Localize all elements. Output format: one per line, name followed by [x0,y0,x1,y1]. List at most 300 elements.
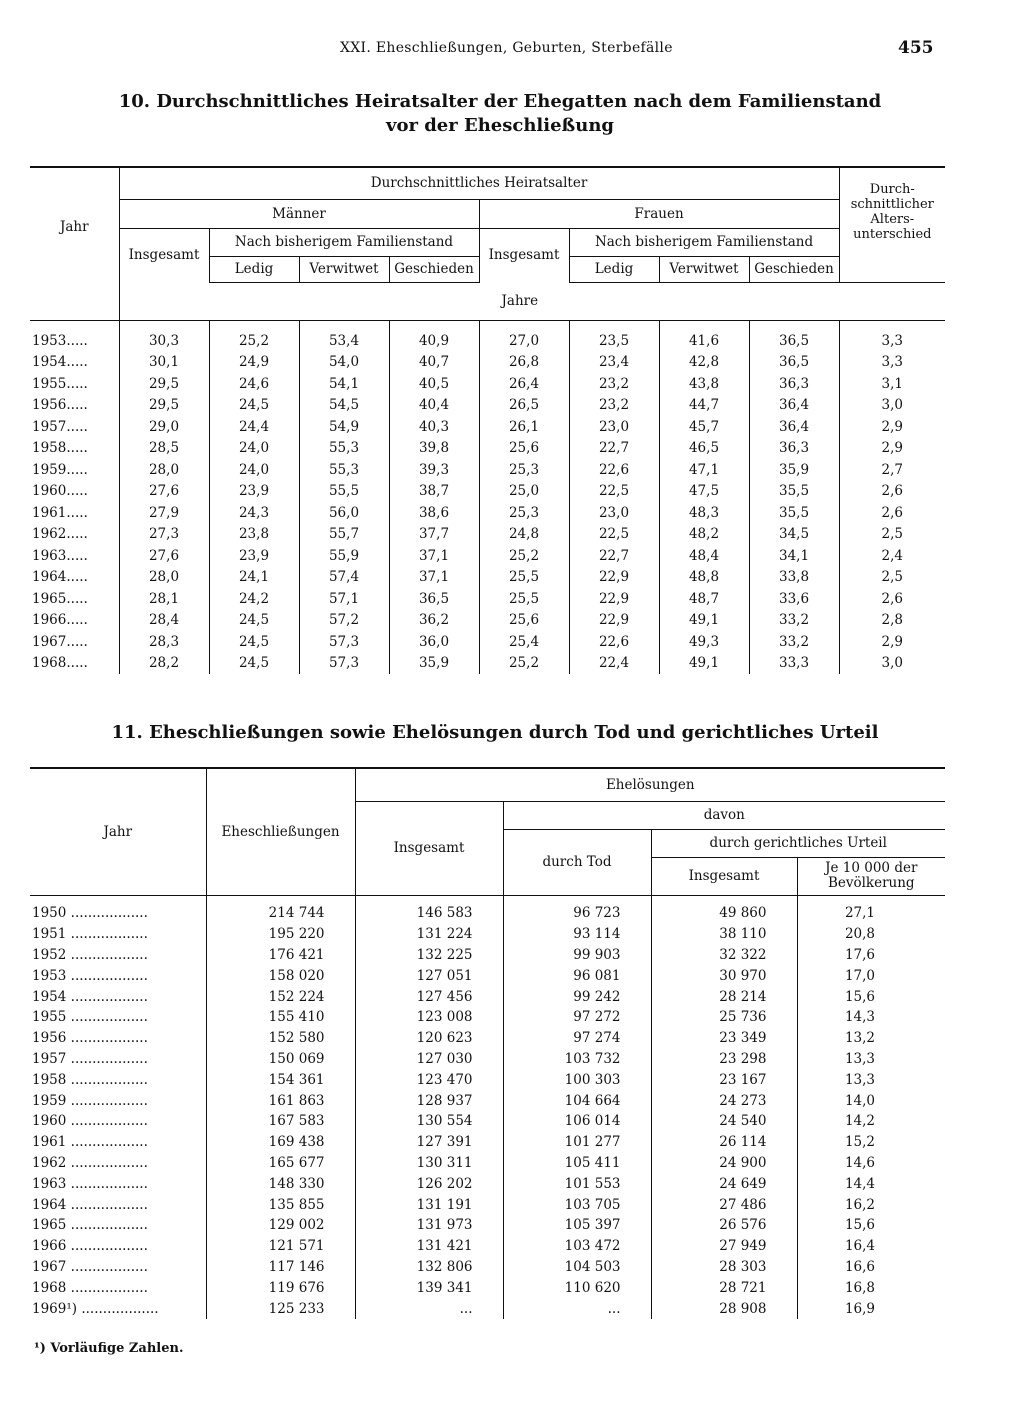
row-value: 39,8 [389,438,479,460]
row-year: 1969¹) .................. [32,1300,159,1317]
row-value: 14,4 [797,1173,945,1194]
t10-head-women-by-status: Nach bisherigem Familienstand [569,228,839,256]
t10-head-women-divorced: Geschieden [749,256,839,282]
t10-head-women-widowed: Verwitwet [659,256,749,282]
table11-row [30,1277,945,1298]
row-year: 1952 .................. [32,946,148,963]
row-year: 1965 .................. [32,1217,148,1234]
row-value: 130 311 [355,1153,503,1174]
row-value: 45,7 [659,416,749,438]
t10-head-avg-age: Durchschnittliches Heiratsalter [119,167,839,199]
row-value: 2,8 [839,610,945,632]
row-value: 2,6 [839,588,945,610]
row-value: 53,4 [299,330,389,352]
t11-head-court-total: Insgesamt [651,857,797,895]
table11-row [30,903,945,924]
row-year: 1966 .................. [32,1238,148,1255]
table10-row [30,610,945,632]
row-value: 110 620 [503,1277,651,1298]
row-year: 1954..... [32,354,88,371]
row-value: 17,0 [797,965,945,986]
row-value: 24,1 [209,567,299,589]
footnote: ¹) Vorläufige Zahlen. [34,1341,184,1356]
row-value: 104 503 [503,1257,651,1278]
row-value: 16,4 [797,1236,945,1257]
row-value: 36,2 [389,610,479,632]
row-value: 56,0 [299,502,389,524]
row-value: 161 863 [206,1090,355,1111]
row-year: 1963..... [32,547,88,564]
row-value: 101 277 [503,1132,651,1153]
row-value: 16,9 [797,1298,945,1319]
row-value: 36,5 [389,588,479,610]
row-value: 48,8 [659,567,749,589]
row-year: 1957..... [32,418,88,435]
row-value: 57,3 [299,631,389,653]
t10-head-unit: Jahre [119,282,945,320]
row-value: 127 051 [355,965,503,986]
row-value: 30,1 [119,352,209,374]
row-value: 130 554 [355,1111,503,1132]
row-value: 103 472 [503,1236,651,1257]
row-value: 26 114 [651,1132,797,1153]
row-value: 57,1 [299,588,389,610]
row-value: 27,6 [119,545,209,567]
row-value: 103 732 [503,1049,651,1070]
row-year: 1955 .................. [32,1009,148,1026]
table11-row [30,1215,945,1236]
row-value: 23,2 [569,395,659,417]
row-value: 24,0 [209,459,299,481]
table10-row [30,395,945,417]
row-value: 37,7 [389,524,479,546]
row-year: 1967 .................. [32,1258,148,1275]
row-value: 2,5 [839,524,945,546]
row-value: 131 421 [355,1236,503,1257]
row-year: 1961..... [32,504,88,521]
row-value: 24,8 [479,524,569,546]
row-value: 2,9 [839,438,945,460]
row-value: 38,6 [389,502,479,524]
row-value: 13,2 [797,1028,945,1049]
running-head: XXI. Eheschließungen, Geburten, Sterbefälle [340,40,673,56]
table10 [30,166,945,674]
table11-row [30,1298,945,1319]
row-year: 1968..... [32,655,88,672]
row-value: 29,5 [119,373,209,395]
row-value: 2,6 [839,481,945,503]
t11-head-jahr: Jahr [30,768,206,895]
row-year: 1958 .................. [32,1071,148,1088]
row-value: 43,8 [659,373,749,395]
row-value: 55,9 [299,545,389,567]
row-value: 25 736 [651,1007,797,1028]
table10-row [30,438,945,460]
row-year: 1957 .................. [32,1050,148,1067]
row-value: 23,0 [569,502,659,524]
row-value: 23,8 [209,524,299,546]
row-value: 39,3 [389,459,479,481]
row-value: 28,4 [119,610,209,632]
row-value: 125 233 [206,1298,355,1319]
row-value: 36,3 [749,373,839,395]
row-value: 30 970 [651,965,797,986]
row-value: 36,0 [389,631,479,653]
row-value: 2,6 [839,502,945,524]
t11-head-death: durch Tod [503,829,651,895]
table10-row [30,481,945,503]
row-value: 28 721 [651,1277,797,1298]
row-value: 131 224 [355,924,503,945]
row-value: 30,3 [119,330,209,352]
t11-head-marriages: Eheschließungen [206,768,355,895]
row-value: 28,0 [119,459,209,481]
row-value: 24,0 [209,438,299,460]
row-value: 49 860 [651,903,797,924]
row-value: 148 330 [206,1173,355,1194]
table11-title: 11. Eheschließungen sowie Ehelösungen durch Tod und gerichtliches Urteil [111,722,879,743]
row-value: 23 349 [651,1028,797,1049]
row-value: 121 571 [206,1236,355,1257]
row-value: 24,4 [209,416,299,438]
row-year: 1960 .................. [32,1113,148,1130]
t10-head-men: Männer [119,199,479,228]
row-value: 28,5 [119,438,209,460]
row-year: 1962 .................. [32,1154,148,1171]
row-value: 23,5 [569,330,659,352]
row-value: 24 900 [651,1153,797,1174]
row-value: 42,8 [659,352,749,374]
row-value: 152 224 [206,986,355,1007]
row-value: 99 242 [503,986,651,1007]
table11-row [30,1090,945,1111]
row-value: 97 272 [503,1007,651,1028]
row-value: 14,0 [797,1090,945,1111]
row-value: 40,9 [389,330,479,352]
row-value: 36,3 [749,438,839,460]
table10-row [30,352,945,374]
row-value: 17,6 [797,945,945,966]
row-value: 24,2 [209,588,299,610]
row-year: 1960..... [32,483,88,500]
row-value: 22,5 [569,481,659,503]
row-value: 25,2 [209,330,299,352]
row-value: 158 020 [206,965,355,986]
table10-title [100,90,900,138]
row-value: 2,5 [839,567,945,589]
row-value: 34,1 [749,545,839,567]
table10-row [30,588,945,610]
row-value: 123 008 [355,1007,503,1028]
row-value: 3,0 [839,653,945,675]
table11-row [30,1173,945,1194]
row-value: 106 014 [503,1111,651,1132]
row-value: 14,6 [797,1153,945,1174]
table11-body [30,903,945,1319]
row-value: 36,4 [749,395,839,417]
table10-row [30,653,945,675]
row-value: 28,0 [119,567,209,589]
row-value: 15,6 [797,1215,945,1236]
row-value: 36,5 [749,330,839,352]
row-value: 119 676 [206,1277,355,1298]
table11-row [30,986,945,1007]
row-value: 25,0 [479,481,569,503]
t10-head-age-diff: Durch- schnittlicher Alters- unterschied [839,167,945,256]
row-value: 32 322 [651,945,797,966]
row-value: 93 114 [503,924,651,945]
row-value: 55,5 [299,481,389,503]
row-value: 27,9 [119,502,209,524]
row-value: 22,9 [569,588,659,610]
row-value: 38,7 [389,481,479,503]
row-value: 13,3 [797,1049,945,1070]
t10-head-diff-blank [839,256,945,282]
row-value: 131 973 [355,1215,503,1236]
table10-row [30,502,945,524]
row-value: 2,9 [839,631,945,653]
row-value: 49,3 [659,631,749,653]
row-value: 35,9 [749,459,839,481]
row-value: 47,1 [659,459,749,481]
row-value: 54,5 [299,395,389,417]
row-value: 55,3 [299,438,389,460]
row-value: 15,2 [797,1132,945,1153]
row-value: 27,0 [479,330,569,352]
row-value: 23,4 [569,352,659,374]
row-value: 154 361 [206,1069,355,1090]
row-value: 55,7 [299,524,389,546]
row-value: 24,5 [209,610,299,632]
row-year: 1951 .................. [32,926,148,943]
row-value: 40,7 [389,352,479,374]
table11-row [30,1194,945,1215]
row-value: 46,5 [659,438,749,460]
row-value: 33,6 [749,588,839,610]
t10-head-men-widowed: Verwitwet [299,256,389,282]
row-value: 2,7 [839,459,945,481]
row-value: 139 341 [355,1277,503,1298]
row-year: 1955..... [32,375,88,392]
table10-row [30,631,945,653]
table11-row [30,1007,945,1028]
t11-head-davon: davon [503,801,945,829]
row-value: 44,7 [659,395,749,417]
row-value: 33,2 [749,610,839,632]
row-value: 127 391 [355,1132,503,1153]
row-value: 35,5 [749,502,839,524]
row-value: 23,9 [209,545,299,567]
row-year: 1962..... [32,526,88,543]
t10-head-jahr: Jahr [30,167,119,282]
row-value: 146 583 [355,903,503,924]
row-year: 1953 .................. [32,967,148,984]
row-value: 2,4 [839,545,945,567]
row-year: 1967..... [32,633,88,650]
row-value: 49,1 [659,653,749,675]
row-value: 20,8 [797,924,945,945]
row-value: 28 214 [651,986,797,1007]
table11-row [30,1257,945,1278]
row-value: 33,2 [749,631,839,653]
row-value: 25,5 [479,567,569,589]
row-value: 101 553 [503,1173,651,1194]
t10-head-women-total: Insgesamt [479,228,569,282]
table10-row [30,330,945,352]
row-value: 37,1 [389,545,479,567]
row-value: 57,4 [299,567,389,589]
table11-header [30,768,945,903]
row-value: 26,8 [479,352,569,374]
row-value: 2,9 [839,416,945,438]
row-value: 33,3 [749,653,839,675]
row-value: 37,1 [389,567,479,589]
row-value: 195 220 [206,924,355,945]
row-value: 127 030 [355,1049,503,1070]
row-year: 1964 .................. [32,1196,148,1213]
row-value: 24 273 [651,1090,797,1111]
row-value: 26 576 [651,1215,797,1236]
row-value: 27,6 [119,481,209,503]
row-value: 100 303 [503,1069,651,1090]
row-value: 131 191 [355,1194,503,1215]
t11-head-per-10000: Je 10 000 der Bevölkerung [797,857,945,895]
row-value: 28 908 [651,1298,797,1319]
row-value: 117 146 [206,1257,355,1278]
row-value: 24,9 [209,352,299,374]
row-value: 22,4 [569,653,659,675]
table11-row [30,1049,945,1070]
row-value: 123 470 [355,1069,503,1090]
row-value: 128 937 [355,1090,503,1111]
row-value: 129 002 [206,1215,355,1236]
row-year: 1961 .................. [32,1134,148,1151]
row-value: 22,6 [569,459,659,481]
row-value: 38 110 [651,924,797,945]
row-year: 1954 .................. [32,988,148,1005]
row-value: 23 167 [651,1069,797,1090]
row-year: 1968 .................. [32,1279,148,1296]
row-year: 1963 .................. [32,1175,148,1192]
t10-head-men-by-status: Nach bisherigem Familienstand [209,228,479,256]
row-value: 35,9 [389,653,479,675]
row-value: 169 438 [206,1132,355,1153]
row-value: 23,0 [569,416,659,438]
t10-head-men-total: Insgesamt [119,228,209,282]
t10-head-men-divorced: Geschieden [389,256,479,282]
table11-row [30,965,945,986]
row-value: 47,5 [659,481,749,503]
row-value: 16,2 [797,1194,945,1215]
row-year: 1959 .................. [32,1092,148,1109]
row-value: 26,1 [479,416,569,438]
row-value: 3,1 [839,373,945,395]
row-value: 24,5 [209,653,299,675]
table10-title-line2: vor der Eheschließung [385,115,614,136]
row-value: 48,4 [659,545,749,567]
row-value: 24 649 [651,1173,797,1194]
row-value: 40,3 [389,416,479,438]
row-year: 1950 .................. [32,905,148,922]
row-value: 24,6 [209,373,299,395]
row-value: 34,5 [749,524,839,546]
row-value: 40,5 [389,373,479,395]
row-value: 25,3 [479,459,569,481]
row-value: 54,9 [299,416,389,438]
table10-title-line1: 10. Durchschnittliches Heiratsalter der Ehegatten nach dem Familienstand [118,91,882,112]
t11-head-dissolutions: Ehelösungen [355,768,945,801]
table11-row [30,1153,945,1174]
row-value: ... [355,1298,503,1319]
row-value: 48,2 [659,524,749,546]
row-value: 28,1 [119,588,209,610]
row-value: 155 410 [206,1007,355,1028]
row-value: 29,5 [119,395,209,417]
row-year: 1965..... [32,590,88,607]
row-value: 132 806 [355,1257,503,1278]
table10-row [30,524,945,546]
table11-row [30,1028,945,1049]
row-value: 3,0 [839,395,945,417]
table11-row [30,1111,945,1132]
row-value: 22,5 [569,524,659,546]
row-value: 55,3 [299,459,389,481]
row-value: 24,5 [209,631,299,653]
t11-head-diss-total: Insgesamt [355,801,503,895]
row-value: 126 202 [355,1173,503,1194]
row-value: 165 677 [206,1153,355,1174]
t10-head-men-single: Ledig [209,256,299,282]
row-value: 3,3 [839,352,945,374]
row-value: 105 397 [503,1215,651,1236]
row-value: 176 421 [206,945,355,966]
row-value: 214 744 [206,903,355,924]
row-value: 25,6 [479,610,569,632]
row-value: 26,5 [479,395,569,417]
row-value: 41,6 [659,330,749,352]
row-value: 23,9 [209,481,299,503]
row-year: 1953..... [32,332,88,349]
row-value: 24,3 [209,502,299,524]
table10-row [30,545,945,567]
row-value: 57,2 [299,610,389,632]
row-value: 54,0 [299,352,389,374]
row-value: 105 411 [503,1153,651,1174]
row-value: 48,3 [659,502,749,524]
row-year: 1966..... [32,612,88,629]
row-value: 99 903 [503,945,651,966]
table10-row [30,373,945,395]
row-value: 28,3 [119,631,209,653]
row-value: 22,7 [569,438,659,460]
row-year: 1956 .................. [32,1030,148,1047]
row-value: 27 486 [651,1194,797,1215]
row-value: 97 274 [503,1028,651,1049]
row-value: 127 456 [355,986,503,1007]
row-value: 25,2 [479,545,569,567]
row-year: 1958..... [32,440,88,457]
row-value: 27,1 [797,903,945,924]
table10-row [30,567,945,589]
row-year: 1959..... [32,461,88,478]
row-value: 40,4 [389,395,479,417]
row-value: 49,1 [659,610,749,632]
row-value: 27 949 [651,1236,797,1257]
table11-row [30,1236,945,1257]
row-value: 120 623 [355,1028,503,1049]
row-value: 57,3 [299,653,389,675]
table11-row [30,1069,945,1090]
